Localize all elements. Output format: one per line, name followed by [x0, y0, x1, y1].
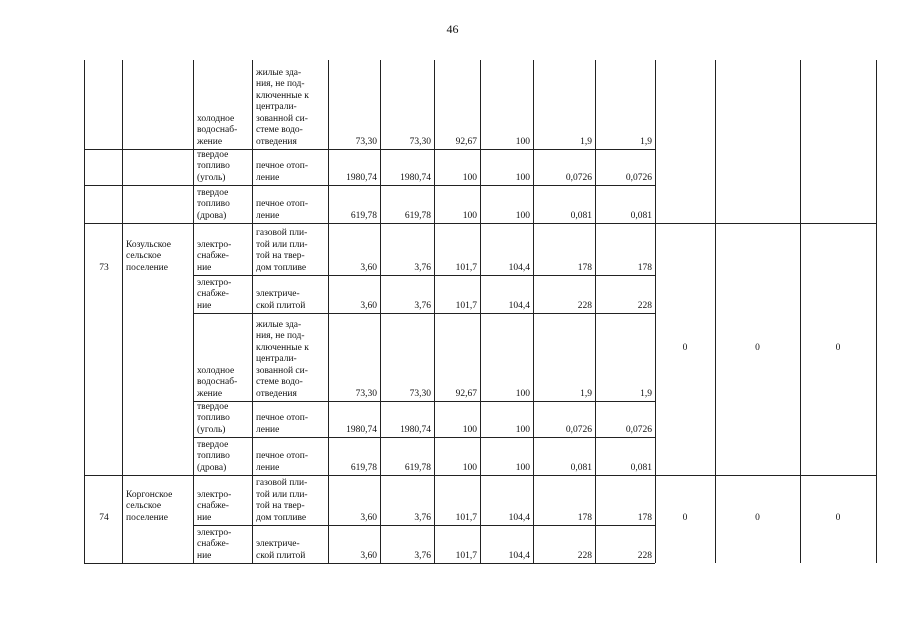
merged-value-cell: 0 — [835, 513, 841, 523]
value-cell: 100 — [515, 173, 530, 183]
consumer-category: печное отоп- ление — [256, 451, 309, 473]
consumer-category: газовой пли- той или пли- той на твер- дом топливе — [256, 478, 308, 523]
value-cell: 228 — [577, 551, 592, 561]
value-cell: 1,9 — [640, 389, 652, 399]
value-cell: 104,4 — [508, 263, 530, 273]
consumer-category: печное отоп- ление — [256, 199, 309, 221]
value-cell: 100 — [515, 389, 530, 399]
value-cell: 3,76 — [414, 263, 431, 273]
settlement-name: Коргонское сельское поселение — [126, 489, 173, 523]
service-type: холодное водоснаб- жение — [197, 365, 238, 399]
consumer-category: печное отоп- ление — [256, 161, 309, 183]
consumer-category: газовой пли- той или пли- той на твер- дом топливе — [256, 228, 308, 273]
service-type: электро- снабже- ние — [197, 489, 232, 523]
value-cell: 1980,74 — [400, 425, 431, 435]
service-type: твердое топливо (дрова) — [197, 187, 230, 221]
value-cell: 3,60 — [360, 513, 377, 523]
consumer-category: электриче- ской плитой — [256, 289, 306, 311]
value-cell: 101,7 — [455, 263, 477, 273]
value-cell: 100 — [462, 211, 477, 221]
table-rule — [84, 149, 655, 150]
value-cell: 1980,74 — [346, 173, 377, 183]
value-cell: 3,76 — [414, 301, 431, 311]
merged-value-cell: 0 — [682, 343, 688, 353]
value-cell: 100 — [515, 211, 530, 221]
value-cell: 619,78 — [404, 463, 431, 473]
value-cell: 104,4 — [508, 551, 530, 561]
value-cell: 0,081 — [570, 211, 592, 221]
service-type: твердое топливо (уголь) — [197, 401, 230, 435]
value-cell: 1,9 — [640, 137, 652, 147]
value-cell: 73,30 — [409, 389, 431, 399]
value-cell: 0,0726 — [625, 173, 652, 183]
page-number: 46 — [446, 22, 459, 36]
value-cell: 1980,74 — [346, 425, 377, 435]
merged-value-cell: 0 — [755, 343, 760, 353]
row-number: 73 — [99, 262, 109, 273]
table-rule — [655, 223, 876, 224]
value-cell: 73,30 — [355, 389, 377, 399]
value-cell: 178 — [637, 513, 652, 523]
column-rule — [876, 60, 877, 563]
value-cell: 0,081 — [630, 211, 652, 221]
merged-value-cell: 0 — [682, 513, 688, 523]
value-cell: 619,78 — [404, 211, 431, 221]
value-cell: 178 — [577, 263, 592, 273]
value-cell: 1,9 — [580, 389, 592, 399]
value-cell: 3,76 — [414, 551, 431, 561]
row-number: 74 — [99, 512, 109, 523]
consumer-category: жилые зда- ния, не под- ключенные к централи- зованной си- стеме водо- отведения — [256, 319, 309, 399]
value-cell: 3,60 — [360, 263, 377, 273]
value-cell: 3,60 — [360, 551, 377, 561]
value-cell: 0,0726 — [565, 173, 592, 183]
value-cell: 1980,74 — [400, 173, 431, 183]
table-rule — [655, 475, 876, 476]
value-cell: 3,60 — [360, 301, 377, 311]
service-type: холодное водоснаб- жение — [197, 113, 238, 147]
value-cell: 178 — [637, 263, 652, 273]
column-rule — [800, 60, 801, 563]
merged-value-cell: 0 — [755, 513, 760, 523]
value-cell: 104,4 — [508, 301, 530, 311]
value-cell: 228 — [637, 301, 652, 311]
value-cell: 101,7 — [455, 513, 477, 523]
value-cell: 101,7 — [455, 301, 477, 311]
column-rule — [715, 60, 716, 563]
value-cell: 73,30 — [409, 137, 431, 147]
value-cell: 0,081 — [570, 463, 592, 473]
column-rule — [655, 60, 656, 563]
value-cell: 92,67 — [455, 137, 477, 147]
value-cell: 3,76 — [414, 513, 431, 523]
value-cell: 100 — [462, 173, 477, 183]
service-type: твердое топливо (дрова) — [197, 439, 230, 473]
value-cell: 1,9 — [580, 137, 592, 147]
value-cell: 100 — [462, 463, 477, 473]
merged-value-cell: 0 — [835, 343, 841, 353]
settlement-name: Козульское сельское поселение — [126, 239, 172, 273]
consumer-category: жилые зда- ния, не под- ключенные к централи- зованной си- стеме водо- отведения — [256, 67, 309, 147]
table-rule — [84, 185, 655, 186]
value-cell: 0,081 — [630, 463, 652, 473]
value-cell: 0,0726 — [625, 425, 652, 435]
value-cell: 619,78 — [350, 463, 377, 473]
table-rule — [84, 563, 655, 564]
value-cell: 100 — [515, 425, 530, 435]
value-cell: 100 — [515, 137, 530, 147]
service-type: твердое топливо (уголь) — [197, 149, 230, 183]
value-cell: 92,67 — [455, 389, 477, 399]
value-cell: 100 — [515, 463, 530, 473]
value-cell: 100 — [462, 425, 477, 435]
value-cell: 178 — [577, 513, 592, 523]
service-type: электро- снабже- ние — [197, 239, 232, 273]
value-cell: 228 — [577, 301, 592, 311]
consumer-category: электриче- ской плитой — [256, 539, 306, 561]
service-type: электро- снабже- ние — [197, 527, 232, 561]
value-cell: 73,30 — [355, 137, 377, 147]
value-cell: 101,7 — [455, 551, 477, 561]
value-cell: 104,4 — [508, 513, 530, 523]
value-cell: 0,0726 — [565, 425, 592, 435]
value-cell: 619,78 — [350, 211, 377, 221]
consumer-category: печное отоп- ление — [256, 413, 309, 435]
service-type: электро- снабже- ние — [197, 277, 232, 311]
value-cell: 228 — [637, 551, 652, 561]
